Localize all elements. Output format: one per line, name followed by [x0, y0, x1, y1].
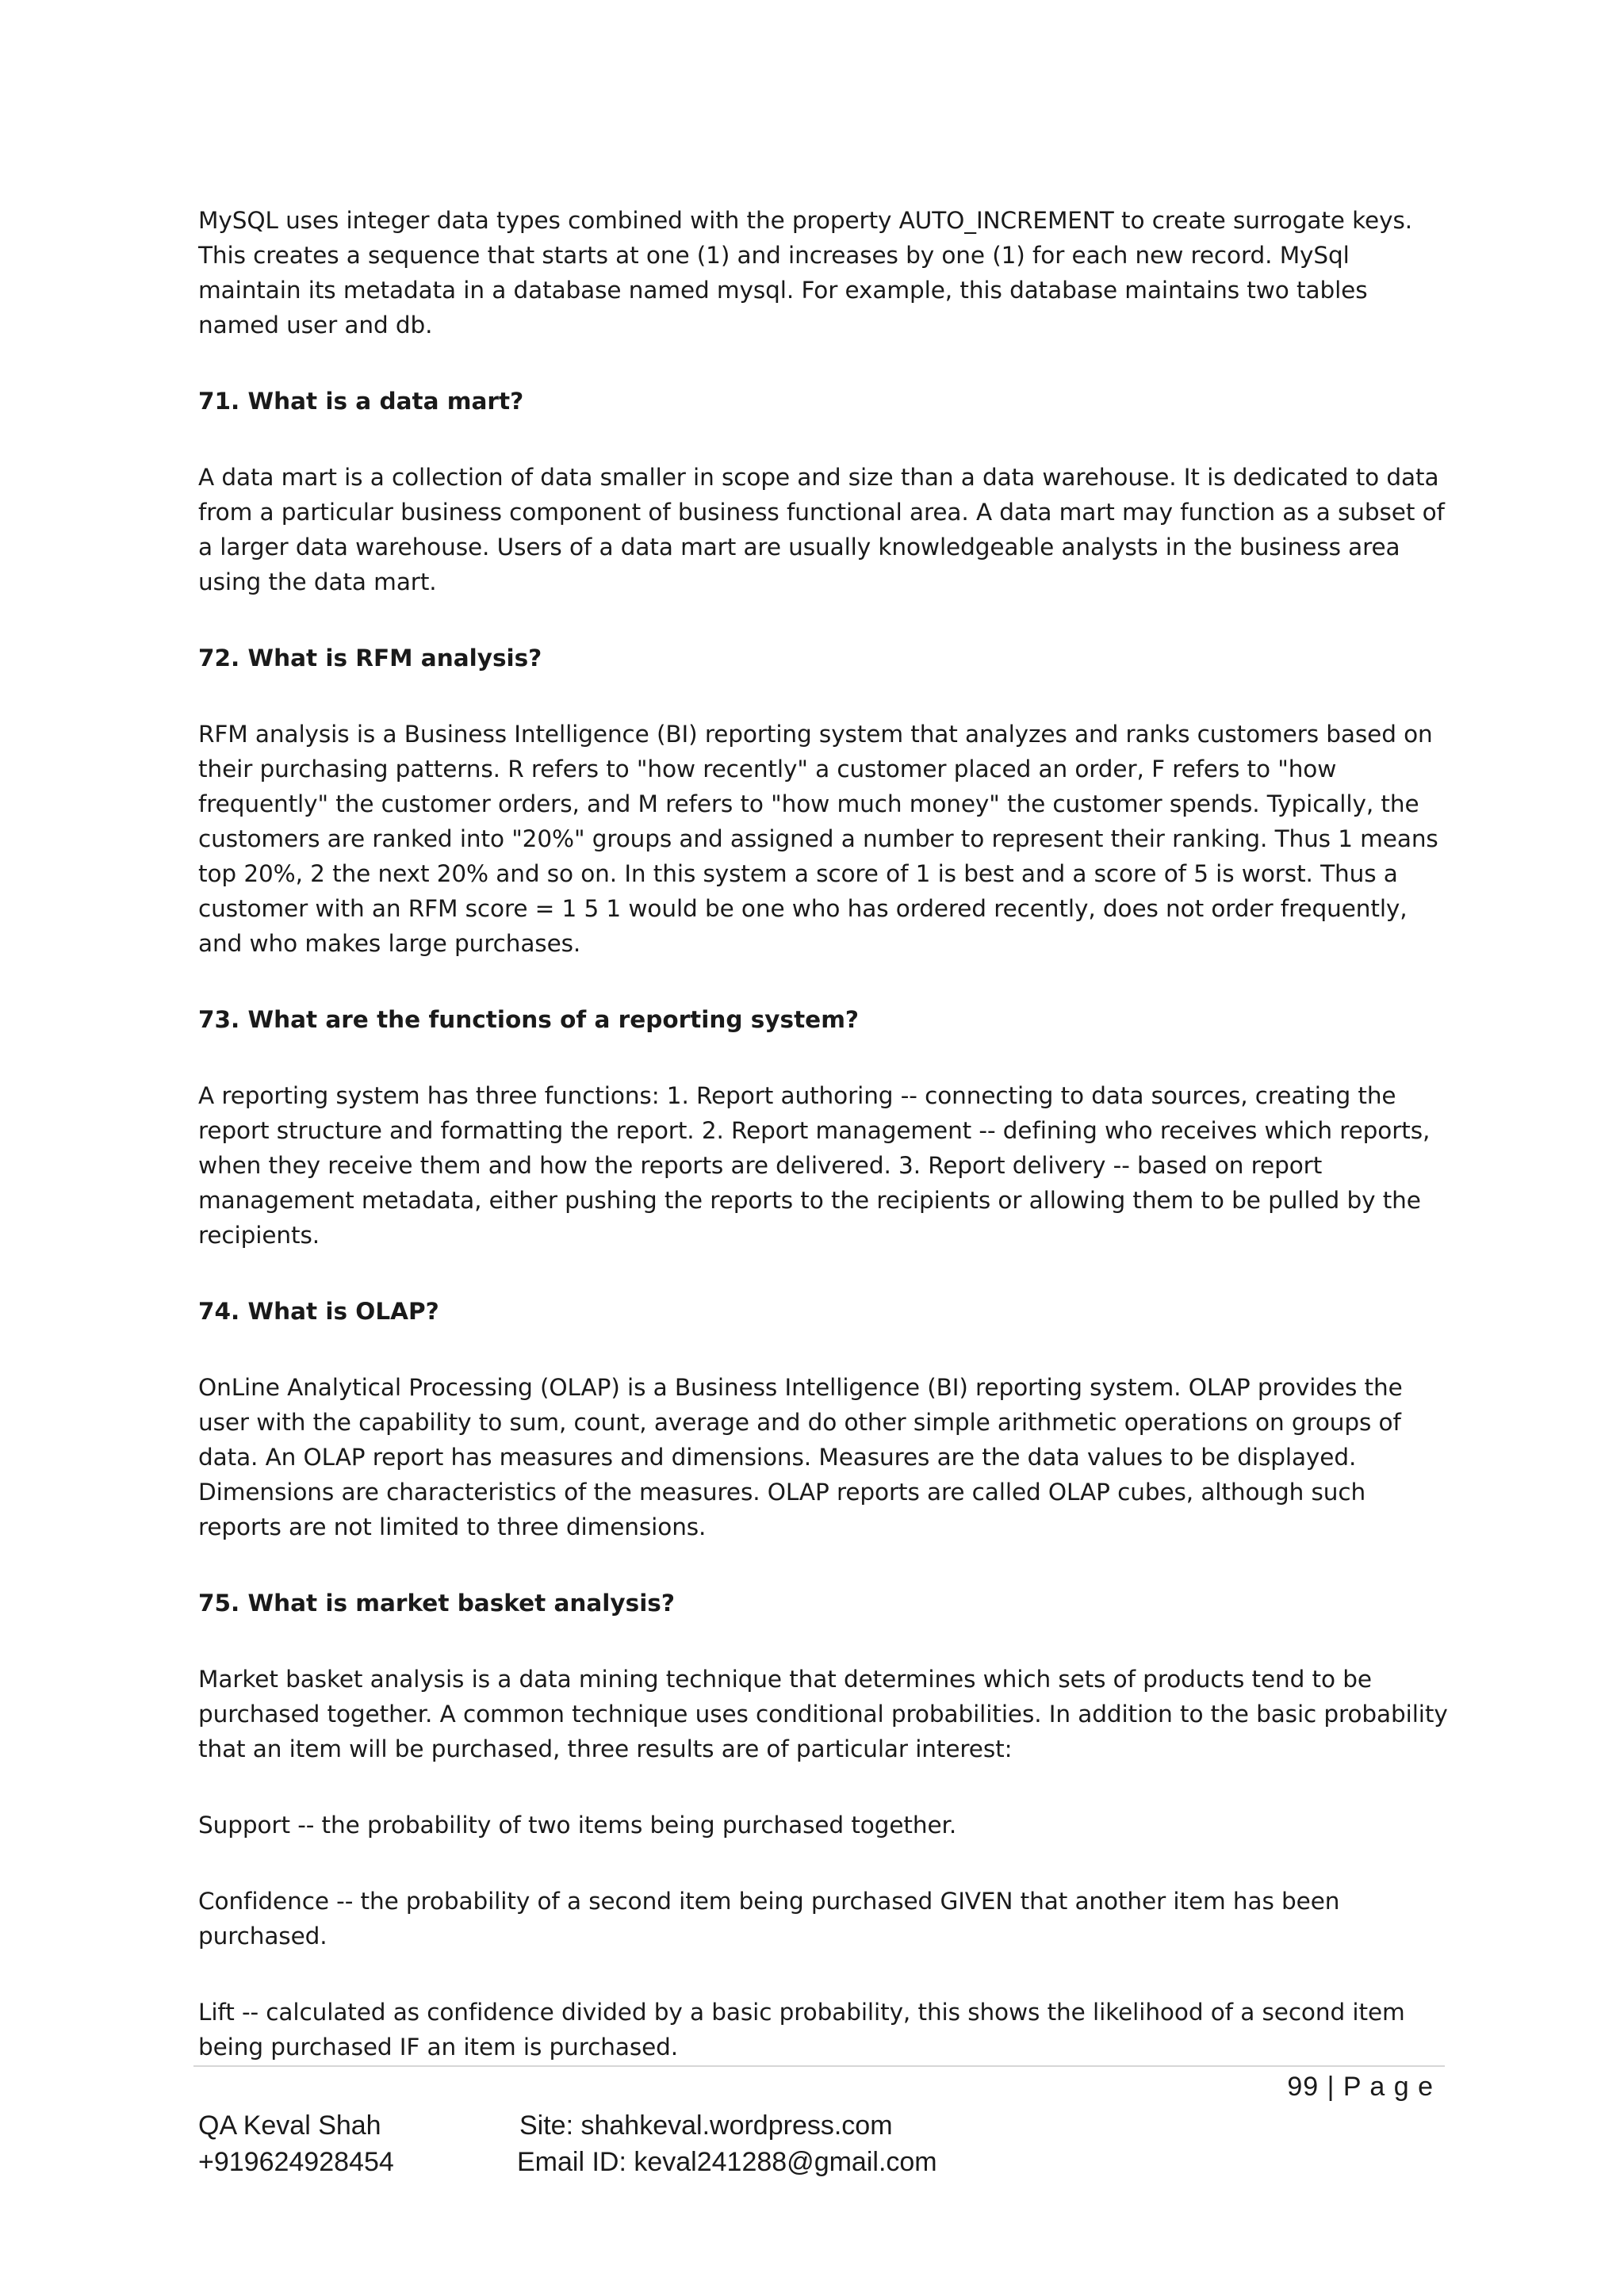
page-body: [198, 203, 1451, 2106]
footer-phone: +919624928454: [198, 2147, 394, 2177]
question-73-answer: A reporting system has three functions: 1. Report authoring -- connecting to data sources, creating the report structure and formatting the report. 2. Report management -- defining who receives which reports, when they receive them and how the reports are delivered. 3. Report delivery -- based on report management metadata, either pushing the reports to the recipients or allowing them to be pulled by the recipients.: [198, 1082, 1431, 1249]
support-definition: Support -- the probability of two items being purchased together.: [198, 1812, 957, 1839]
footer-divider: [193, 2065, 1445, 2067]
confidence-definition: Confidence -- the probability of a second item being purchased GIVEN that another item has been purchased.: [198, 1888, 1340, 1950]
footer-author: QA Keval Shah: [198, 2110, 381, 2141]
question-75-answer: Market basket analysis is a data mining technique that determines which sets of products tend to be purchased together. A common technique uses conditional probabilities. In addition to the basic probability that an item will be purchased, three results are of particular interest:: [198, 1666, 1448, 1762]
question-71-answer: A data mart is a collection of data smaller in scope and size than a data warehouse. It is dedicated to data from a particular business component of business functional area. A data mart may function as a subset of a larger data warehouse. Users of a data mart are usually knowledgeable analysts in the business area using the data mart.: [198, 464, 1445, 595]
question-74-answer: OnLine Analytical Processing (OLAP) is a Business Intelligence (BI) reporting system. OLAP provides the user with the capability to sum, count, average and do other simple arithmetic operations on groups of data. An OLAP report has measures and dimensions. Measures are the data values to be displayed. Dimensions are characteristics of the measures. OLAP reports are called OLAP cubes, although such reports are not limited to three dimensions.: [198, 1374, 1403, 1540]
question-73-heading: 73. What are the functions of a reporting system?: [198, 1006, 860, 1033]
page-number: 99 | P a g e: [1287, 2072, 1434, 2102]
question-72-answer: RFM analysis is a Business Intelligence (BI) reporting system that analyzes and ranks customers based on their purchasing patterns. R refers to "how recently" a customer placed an order, F refers to "how frequently" the customer orders, and M refers to "how much money" the customer spends. Typically, the customers are ranked into "20%" groups and assigned a number to represent their ranking. Thus 1 means top 20%, 2 the next 20% and so on. In this system a score of 1 is best and a score of 5 is worst. Thus a customer with an RFM score = 1 5 1 would be one who has ordered recently, does not order frequently, and who makes large purchases.: [198, 721, 1438, 957]
lift-definition: Lift -- calculated as confidence divided by a basic probability, this shows the likelihood of a second item being purchased IF an item is purchased.: [198, 1999, 1405, 2061]
question-75-heading: 75. What is market basket analysis?: [198, 1590, 675, 1617]
question-71-heading: 71. What is a data mart?: [198, 388, 524, 415]
footer-site: Site: shahkeval.wordpress.com: [519, 2110, 893, 2141]
question-72-heading: 72. What is RFM analysis?: [198, 645, 542, 672]
question-74-heading: 74. What is OLAP?: [198, 1298, 439, 1325]
footer-email: Email ID: keval241288@gmail.com: [517, 2147, 937, 2177]
intro-paragraph: MySQL uses integer data types combined with the property AUTO_INCREMENT to create surrogate keys. This creates a sequence that starts at one (1) and increases by one (1) for each new record. MySql maintain its metadata in a database named mysql. For example, this database maintains two tables named user and db.: [198, 207, 1412, 339]
